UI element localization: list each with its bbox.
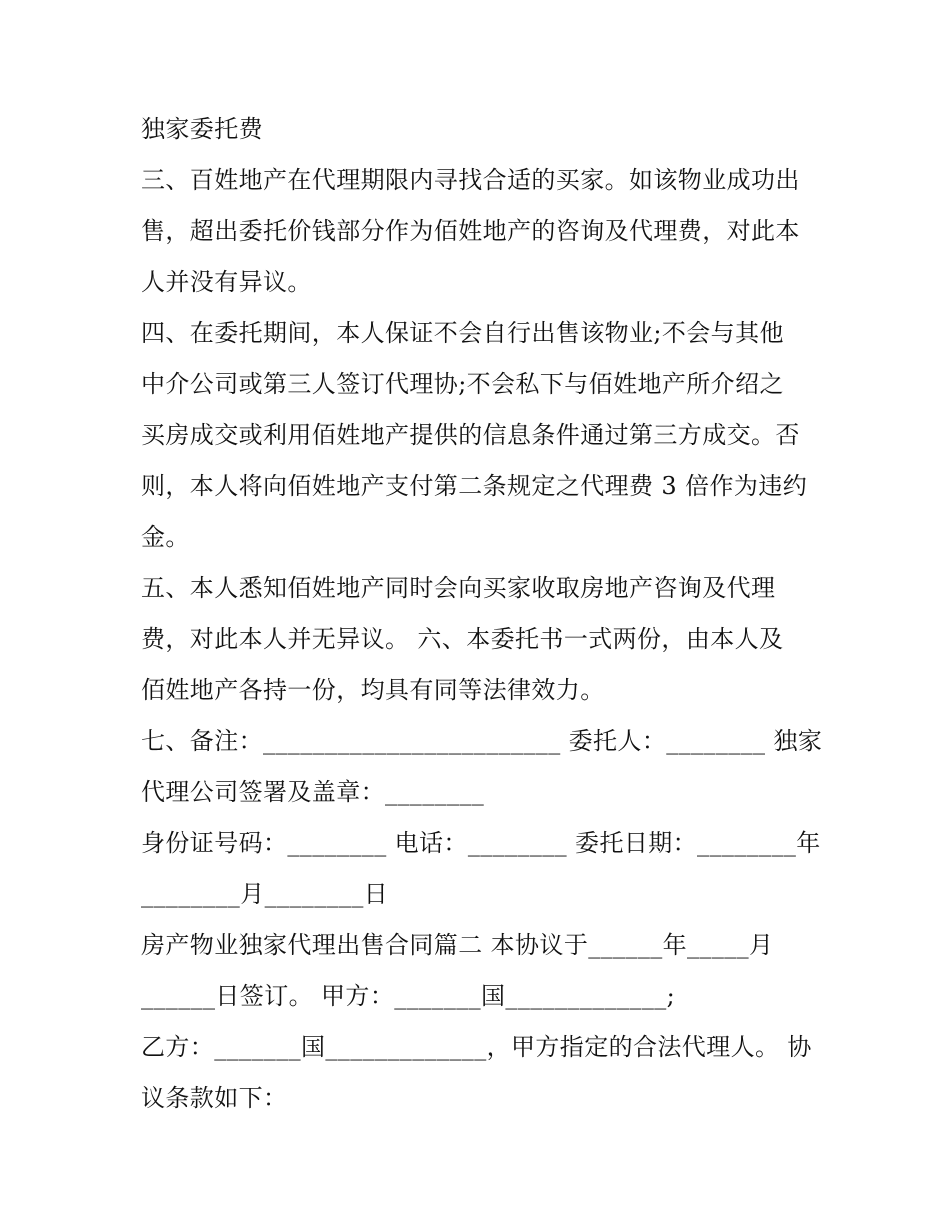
text-line: 四、在委托期间，本人保证不会自行出售该物业;不会与其他: [141, 319, 784, 347]
text-line: 乙方：_______国_____________，甲方指定的合法代理人。 协: [141, 1033, 812, 1061]
text-line: 人并没有异议。: [141, 268, 312, 296]
text-line: 房产物业独家代理出售合同篇二 本协议于______年_____月: [141, 931, 774, 959]
text-line: ______日签订。 甲方：_______国_____________;: [141, 982, 676, 1010]
text-line: 独家委托费: [141, 115, 263, 143]
text-line: 金。: [141, 523, 190, 551]
text-line: 则，本人将向佰姓地产支付第二条规定之代理费 3 倍作为违约: [141, 472, 808, 500]
text-line: 中介公司或第三人签订代理协;不会私下与佰姓地产所介绍之: [141, 370, 784, 398]
text-line: 佰姓地产各持一份，均具有同等法律效力。: [141, 676, 605, 704]
text-line: 七、备注：________________________ 委托人：________ 独家: [141, 727, 823, 755]
text-line: ________月________日: [141, 880, 389, 908]
text-line: 身份证号码：________ 电话：________ 委托日期：________年: [141, 829, 821, 857]
text-line: 议条款如下：: [141, 1084, 288, 1112]
text-line: 五、本人悉知佰姓地产同时会向买家收取房地产咨询及代理: [141, 574, 776, 602]
text-line: 代理公司签署及盖章：________: [141, 778, 485, 806]
text-line: 售，超出委托价钱部分作为佰姓地产的咨询及代理费，对此本: [141, 217, 800, 245]
text-line: 买房成交或利用佰姓地产提供的信息条件通过第三方成交。否: [141, 421, 800, 449]
text-line: 费，对此本人并无异议。 六、本委托书一式两份，由本人及: [141, 625, 784, 653]
text-line: 三、百姓地产在代理期限内寻找合适的买家。如该物业成功出: [141, 166, 800, 194]
